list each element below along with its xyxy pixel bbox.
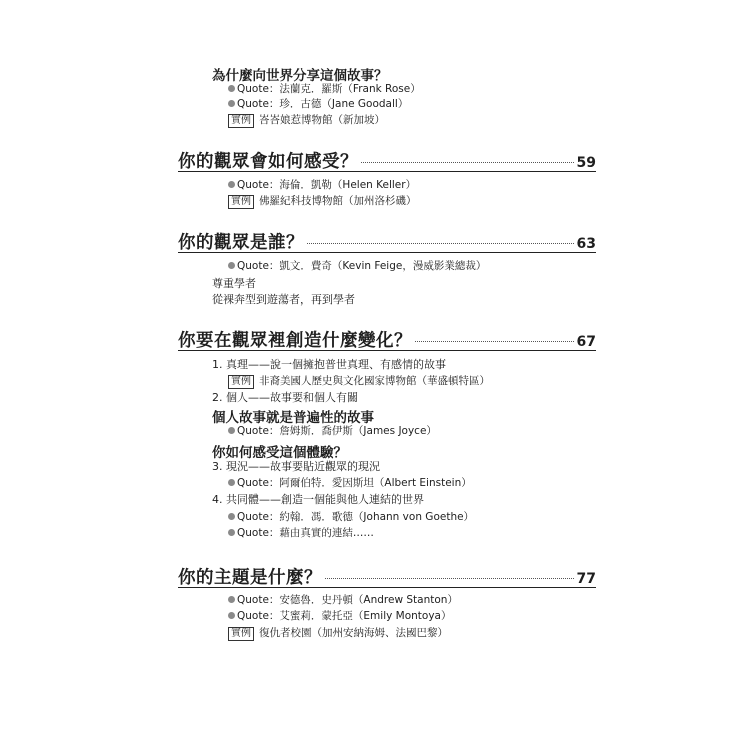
bullet-icon xyxy=(228,513,235,520)
quote-entry xyxy=(228,424,437,438)
bullet-icon xyxy=(228,529,235,536)
example-tag: 實例 xyxy=(228,114,254,128)
bullet-icon xyxy=(228,181,235,188)
page-number: 67 xyxy=(576,334,596,350)
bullet-icon xyxy=(228,612,235,619)
quote-text: Quote：安德魯．史丹頓（Andrew Stanton） xyxy=(237,594,458,606)
toc-heading[interactable] xyxy=(178,148,596,170)
toc-line: 1. 真理——說一個擁抱普世真理、有感情的故事 xyxy=(212,358,446,371)
toc-heading[interactable] xyxy=(178,229,596,251)
page-number: 63 xyxy=(576,236,596,252)
heading-title: 你的主題是什麼？ xyxy=(178,568,322,588)
heading-rule xyxy=(178,350,596,351)
example-entry xyxy=(228,626,448,641)
toc-line: 4. 共同體——創造一個能與他人連結的世界 xyxy=(212,493,424,506)
quote-entry xyxy=(228,609,452,623)
example-entry xyxy=(228,374,490,389)
page-number: 59 xyxy=(576,155,596,171)
quote-text: Quote：海倫．凱勒（Helen Keller） xyxy=(237,179,417,191)
quote-entry xyxy=(228,97,408,111)
example-entry xyxy=(228,194,417,209)
example-entry xyxy=(228,113,385,128)
bullet-icon xyxy=(228,596,235,603)
heading-title: 你要在觀眾裡創造什麼變化？ xyxy=(178,331,412,351)
toc-subheading: 你如何感受這個體驗？ xyxy=(212,445,347,461)
heading-title: 你的觀眾會如何感受？ xyxy=(178,152,358,172)
quote-text: Quote：藉由真實的連結…… xyxy=(237,527,374,539)
quote-text: Quote：艾蜜莉．蒙托亞（Emily Montoya） xyxy=(237,610,452,622)
bullet-icon xyxy=(228,262,235,269)
toc-line: 從裸奔型到遊蕩者，再到學者 xyxy=(212,293,355,306)
bullet-icon xyxy=(228,427,235,434)
toc-subheading: 為什麼向世界分享這個故事？ xyxy=(212,68,388,84)
quote-text: Quote：珍．古德（Jane Goodall） xyxy=(237,98,409,110)
bullet-icon xyxy=(228,100,235,107)
example-text: 佛羅紀科技博物館（加州洛杉磯） xyxy=(259,195,417,207)
example-tag: 實例 xyxy=(228,195,254,209)
quote-entry xyxy=(228,510,474,524)
heading-rule xyxy=(178,587,596,588)
quote-text: Quote：詹姆斯．喬伊斯（James Joyce） xyxy=(237,425,437,437)
quote-text: Quote：約翰．馮．歌德（Johann von Goethe） xyxy=(237,511,475,523)
quote-entry xyxy=(228,593,458,607)
page-number: 77 xyxy=(576,571,596,587)
toc-line: 2. 個人——故事要和個人有關 xyxy=(212,391,358,404)
toc-heading[interactable] xyxy=(178,327,596,349)
heading-rule xyxy=(178,252,596,253)
dot-leader xyxy=(307,243,574,244)
dot-leader xyxy=(415,341,574,342)
heading-title: 你的觀眾是誰？ xyxy=(178,233,304,253)
heading-rule xyxy=(178,171,596,172)
toc-line: 尊重學者 xyxy=(212,277,256,290)
quote-text: Quote：法蘭克．羅斯（Frank Rose） xyxy=(237,83,421,95)
example-text: 復仇者校園（加州安納海姆、法國巴黎） xyxy=(259,627,448,639)
example-text: 峇峇娘惹博物館（新加坡） xyxy=(259,114,385,126)
quote-entry xyxy=(228,526,374,540)
quote-entry xyxy=(228,82,421,96)
quote-text: Quote：阿爾伯特．愛因斯坦（Albert Einstein） xyxy=(237,477,472,489)
toc-heading[interactable] xyxy=(178,564,596,586)
toc-line: 3. 現況——故事要貼近觀眾的現況 xyxy=(212,460,380,473)
bullet-icon xyxy=(228,85,235,92)
quote-entry xyxy=(228,178,416,192)
dot-leader xyxy=(325,578,574,579)
example-tag: 實例 xyxy=(228,627,254,641)
toc-subheading: 個人故事就是普遍性的故事 xyxy=(212,410,374,426)
quote-entry xyxy=(228,476,472,490)
bullet-icon xyxy=(228,479,235,486)
quote-entry xyxy=(228,259,486,273)
example-tag: 實例 xyxy=(228,375,254,389)
dot-leader xyxy=(361,162,574,163)
quote-text: Quote：凱文．費奇（Kevin Feige，漫威影業總裁） xyxy=(237,260,487,272)
example-text: 非裔美國人歷史與文化國家博物館（華盛頓特區） xyxy=(259,375,490,387)
